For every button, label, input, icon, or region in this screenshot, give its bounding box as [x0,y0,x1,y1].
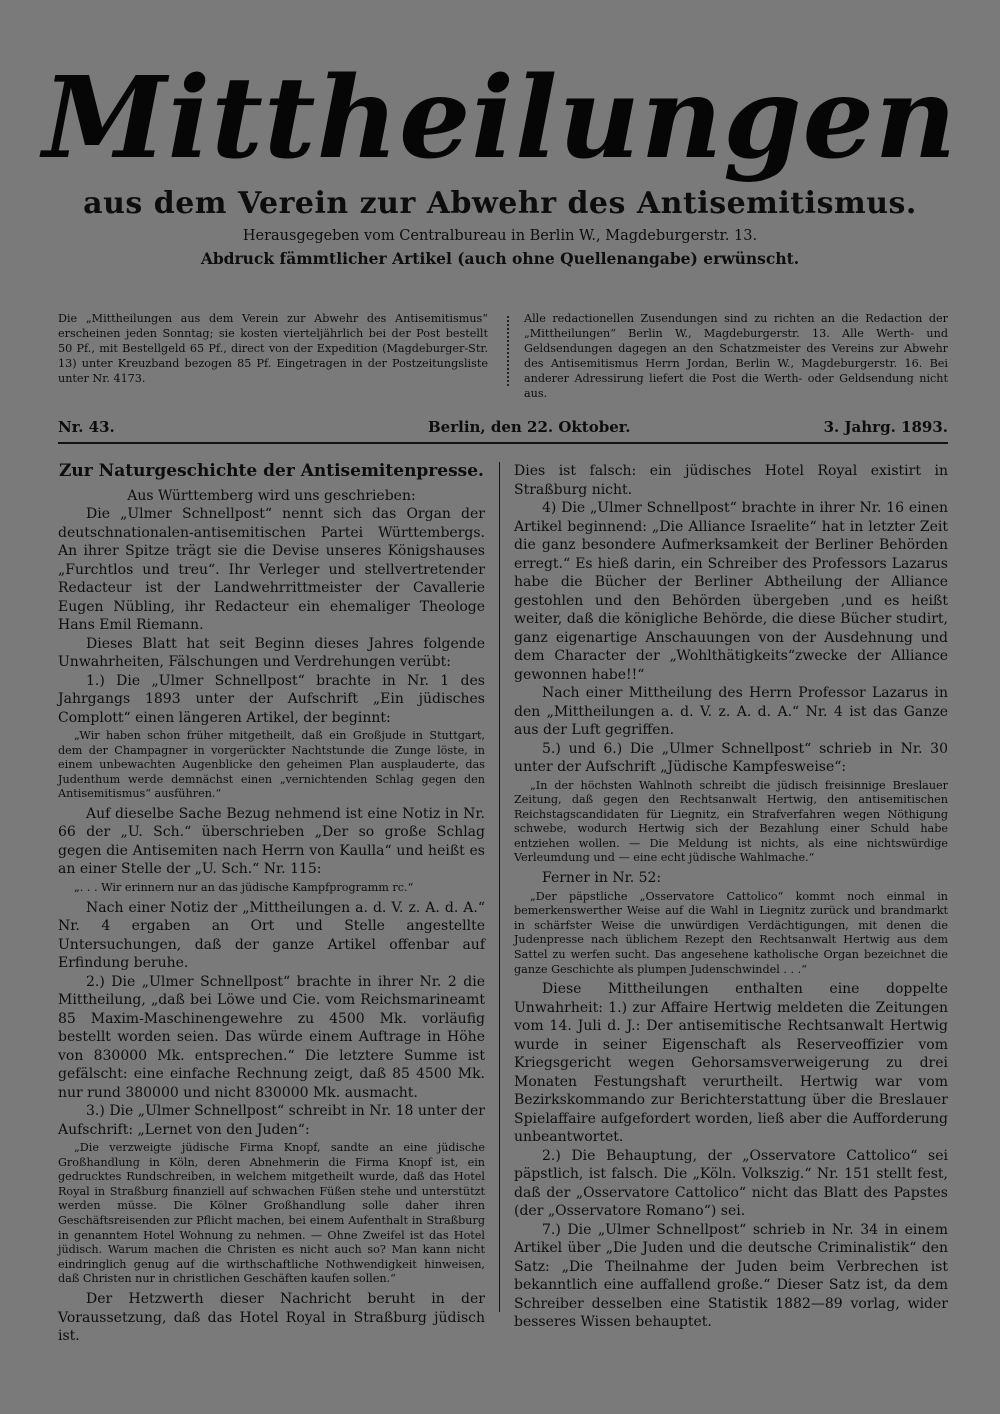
article-paragraph: Nach einer Mittheilung des Herrn Professor Lazarus in den „Mittheilungen a. d. V. z. A. d. A.“ Nr. 4 ist das Ganze aus der Luft gegriffen. [514,685,948,738]
article-paragraph: Der Hetzwerth dieser Nachricht beruht in der Voraussetzung, daß das Hotel Royal in Straßburg jüdisch ist. [58,1291,485,1344]
article-paragraph: Dies ist falsch: ein jüdisches Hotel Royal existirt in Straßburg nicht. [514,463,948,498]
article-paragraph: Dieses Blatt hat seit Beginn dieses Jahres folgende Unwahrheiten, Fälschungen und Verdrehungen verübt: [58,635,485,670]
issue-date: Berlin, den 22. Oktober. [428,418,631,436]
article-paragraph: 2.) Die Behauptung, der „Osservatore Cattolico“ sei päpstlich, ist falsch. Die „Köln. Volkszig.“ Nr. 151 stellt fest, daß der „Osservatore Cattolico“ nicht das Blatt des Papstes (der „Osservatore Romano“) sei. [514,1147,948,1220]
article-paragraph: 1.) Die „Ulmer Schnellpost“ brachte in Nr. 1 des Jahrgangs 1893 unter der Aufschrift „Ein jüdisches Complott“ einen längeren Artikel, der beginnt: [58,672,485,726]
issue-number: Nr. 43. [58,418,115,436]
issue-rule [58,442,948,444]
quoted-passage: „. . . Wir erinnern nur an das jüdische Kampfprogramm rc.“ [74,880,414,894]
article-paragraph: Die „Ulmer Schnellpost“ nennt sich das Organ der deutschnationalen-antisemitischen Partei Württembergs. An ihrer Spitze trägt sie die Devise unseres Königshauses „Furchtlos und treu“. Ihr Verleger und stellvertretender Redacteur ist der Landwehrrittmeister der Cavallerie Eugen Nübling, ihr Redacteur ein ehemaliger Theologe Hans Emil Riemann. [58,506,485,633]
issue-line [58,418,948,438]
column-divider [499,462,500,1312]
masthead [0,53,1000,270]
quoted-passage: „In der höchsten Wahlnoth schreibt die jüdisch freisinnige Breslauer Zeitung, daß gegen den Rechtsanwalt Hertwig, den antisemitischen Reichstagscandidaten für Liegnitz, ein Strafverfahren wegen Nöthigung schwebe, wodurch Hertwig sich der Bezahlung einer Schuld habe entziehen wollen. — Die Meldung ist nichts, als eine nichtswürdige Verleumdung und — eine echt jüdische Wahlmache.“ [514,778,948,865]
newspaper-subtitle: aus dem Verein zur Abwehr des Antisemitismus. [83,186,917,221]
reprint-note: Abdruck fämmtlicher Artikel (auch ohne Quellenangabe) erwünscht. [200,249,800,268]
article-paragraph: 7.) Die „Ulmer Schnellpost“ schrieb in Nr. 34 in einem Artikel über „Die Juden und die deutsche Criminalistik“ den Satz: „Die Theilnahme der Juden beim Verbrechen ist bekanntlich eine auffallend große.“ Dieser Satz ist, da dem Schreiber desselben eine Statistik 1882—89 vorlag, wider besseres Wissen behauptet. [514,1221,948,1331]
article-paragraph: Nach einer Notiz der „Mittheilungen a. d. V. z. A. d. A.“ Nr. 4 ergaben an Ort und Stelle angestellte Untersuchungen, daß der ganze Artikel offenbar auf Erfindung beruhe. [58,899,485,972]
article-paragraph: 2.) Die „Ulmer Schnellpost“ brachte in ihrer Nr. 2 die Mittheilung, „daß bei Löwe und Cie. vom Reichsmarineamt 85 Maxim-Maschinengewehre zu 4500 Mk. vorläufig bestellt worden seien. Das würde einem Auftrage in Höhe von 830000 Mk. entsprechen.“ Die letztere Summe ist gefälscht: eine einfache Rechnung zeigt, daß 85 4500 Mk. nur rund 380000 und nicht 830000 Mk. ausmacht. [58,973,485,1101]
article-column-left [58,462,485,1346]
article-paragraph: Diese Mittheilungen enthalten eine doppelte Unwahrheit: 1.) zur Affaire Hertwig meldeten die Zeitungen vom 14. Juli d. J.: Der antisemitische Rechtsanwalt Hertwig wurde in seiner Eigenschaft als Reserveoffizier vom Kriegsgericht wegen Gehorsamsverweigerung zu drei Monaten Festungshaft verurtheilt. Hertwig war vom Bezirkskommando zur Berichterstattung über die Breslauer Spielaffaire aufgefordert worden, ließ aber die Aufforderung unbeantwortet. [514,981,948,1146]
subscription-info: Die „Mittheilungen aus dem Verein zur Abwehr des Antisemitismus“ erscheinen jeden Sonntag; sie kosten vierteljährlich bei der Post bestellt 50 Pf., mit Bestellgeld 65 Pf., direct von der Expedition (Magdeburger-Str. 13) unter Kreuzband bezogen 85 Pf. Eingetragen in der Postzeitungsliste unter Nr. 4173. [58,312,488,385]
newspaper-title: Mittheilungen [42,53,958,184]
article-paragraph: 4) Die „Ulmer Schnellpost“ brachte in ihrer Nr. 16 einen Artikel beginnend: „Die Alliance Israelite“ hat in letzter Zeit die ganz besondere Aufmerksamkeit der Berliner Behörden erregt.“ Es hieß darin, ein Schreiber des Professors Lazarus habe die Bücher der Berliner Abtheilung der Alliance gestohlen und den Behörden übergeben ‚und es heißt weiter, daß die königliche Behörde, die diese Bücher studirt, ganz eigenartige Anschauungen von der Ausdehnung und dem Character der „Wohlthätigkeits“zwecke der Alliance gewonnen habe!!“ [514,500,948,683]
publisher-line: Herausgegeben vom Centralbureau in Berlin W., Magdeburgerstr. 13. [242,228,758,244]
issue-year: 3. Jahrg. 1893. [823,418,948,436]
article-intro: Aus Württemberg wird uns geschrieben: [127,487,416,504]
article-heading: Zur Naturgeschichte der Antisemitenpresse. [59,461,484,481]
quoted-passage: „Die verzweigte jüdische Firma Knopf, sandte an eine jüdische Großhandlung in Köln, deren Abnehmerin die Firma Knopf ist, ein gedrucktes Rundschreiben, in welchem mitgetheilt wurde, daß das Hotel Royal in Straßburg finanziell auf schwachen Füßen stehe und unterstützt werden müsse. Die Kölner Großhandlung solle daher ihren Geschäftsreisenden zur Pflicht machen, bei einem Aufenthalt in Straßburg in genanntem Hotel Wohnung zu nehmen. — Ohne Zweifel ist das Hotel jüdisch. Warum machen die Christen es nicht auch so? Man kann nicht eindringlich genug auf die wirthschaftliche Nothwendigkeit hinweisen, daß Christen nur in christlichen Geschäften kaufen sollen.“ [58,1141,485,1286]
quoted-passage: „Wir haben schon früher mitgetheilt, daß ein Großjude in Stuttgart, dem der Champagner in vorgerückter Nachtstunde die Zunge löste, in einem unbewachten Augenblicke den geheimen Plan ausplauderte, das Judenthum werde demnächst einen „vernichtenden Schlag gegen den Antisemitismus“ ausführen.“ [58,729,485,801]
article-paragraph: Ferner in Nr. 52: [542,870,662,887]
article-paragraph: 5.) und 6.) Die „Ulmer Schnellpost“ schrieb in Nr. 30 unter der Aufschrift „Jüdische Kampfesweise“: [514,740,948,775]
editorial-address-info: Alle redactionellen Zusendungen sind zu richten an die Redaction der „Mittheilungen“ Berlin W., Magdeburgerstr. 13. Alle Werth- und Geldsendungen dagegen an den Schatzmeister des Vereins zur Abwehr des Antisemitismus Herrn Jordan, Berlin W., Magdeburgerstr. 16. Bei anderer Adressirung liefert die Post die Werth- oder Geldsendung nicht aus. [524,312,948,400]
article-column-right [514,462,948,1332]
info-divider [507,316,509,386]
article-paragraph: Auf dieselbe Sache Bezug nehmend ist eine Notiz in Nr. 66 der „U. Sch.“ überschrieben „Der so große Schlag gegen die Antisemiten nach Herrn von Kaulla“ und heißt es an einer Stelle der „U. Sch.“ Nr. 115: [58,805,485,878]
quoted-passage: „Der päpstliche „Osservatore Cattolico“ kommt noch einmal in bemerkenswerther Weise auf die Wahl in Liegnitz zurück und brandmarkt in schärfster Weise die unwürdigen Verdächtigungen, mit denen die Judenpresse nach üblichem Rezept den Rechtsanwalt Hertwig aus dem Sattel zu werfen sucht. Das angesehene katholische Organ bezeichnet die ganze Geschichte als plumpen Judenschwindel . . .“ [514,889,948,976]
article-paragraph: 3.) Die „Ulmer Schnellpost“ schreibt in Nr. 18 unter der Aufschrift: „Lernet von den Juden“: [58,1103,485,1138]
